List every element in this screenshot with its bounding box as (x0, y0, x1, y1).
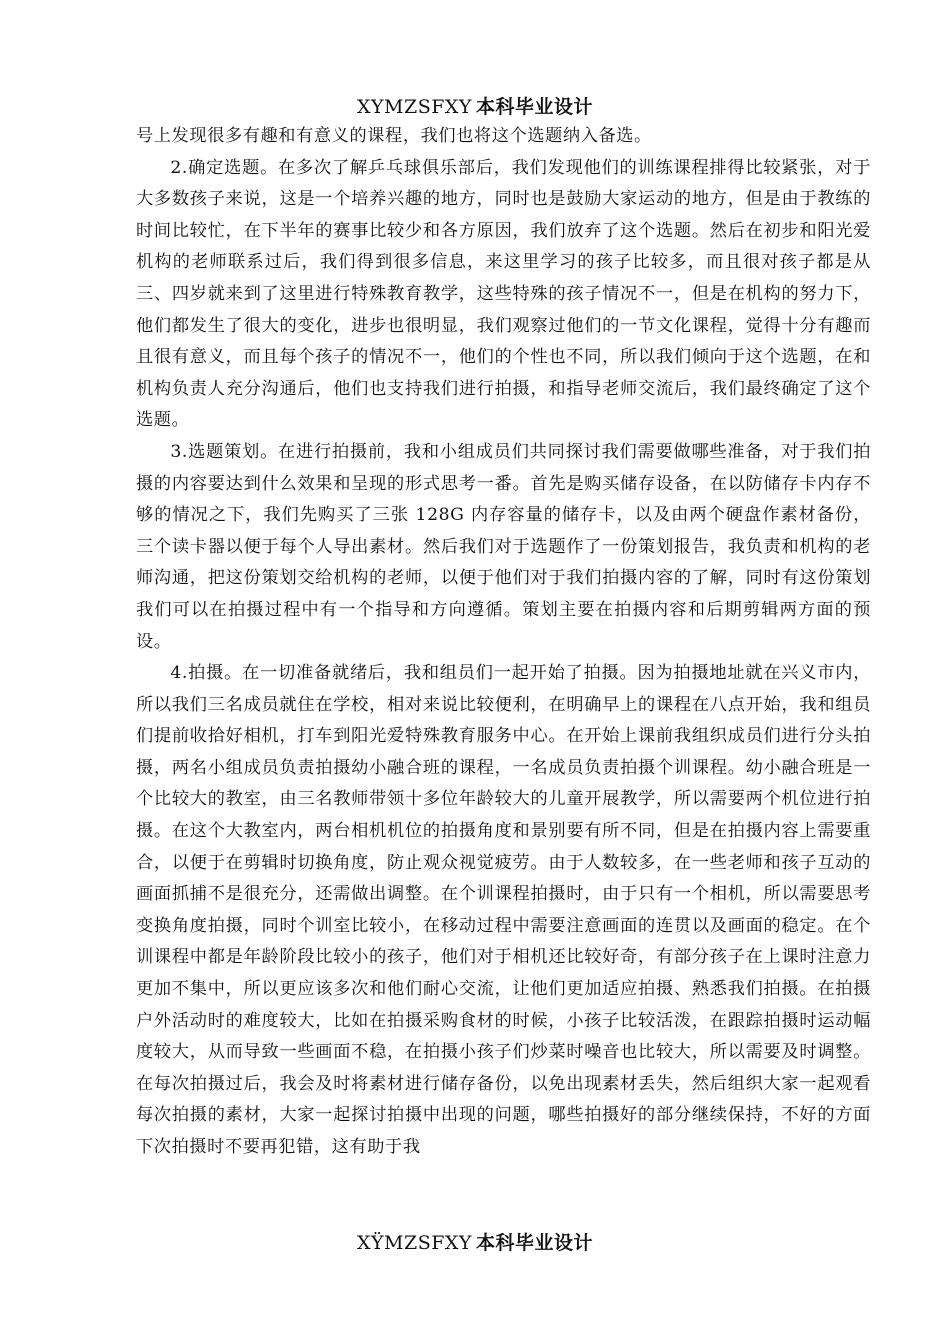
paragraph-confirm-topic: 2.确定选题。在多次了解乒乓球俱乐部后，我们发现他们的训练课程排得比较紧张，对于大多数孩子来说，这是一个培养兴趣的地方，同时也是鼓励大家运动的地方，但是由于教练的时间比较忙，在下半年的赛事比较少和各方原因，我们放弃了这个选题。然后在初步和阳光爱机构的老师联系过后，我们得到很多信息，来这里学习的孩子比较多，而且很对孩子都是从三、四岁就来到了这里进行特殊教育教学，这些特殊的孩子情况不一，但是在机构的努力下，他们都发生了很大的变化，进步也很明显，我们观察过他们的一节文化课程，觉得十分有趣而且很有意义，而且每个孩子的情况不一，他们的个性也不同，所以我们倾向于这个选题，在和机构负责人充分沟通后，他们也支持我们进行拍摄，和指导老师交流后，我们最终确定了这个选题。 (136, 157, 871, 431)
paragraph-topic-planning: 3.选题策划。在进行拍摄前，我和小组成员们共同探讨我们需要做哪些准备，对于我们拍摄的内容要达到什么效果和呈现的形式思考一番。首先是购买储存设备，在以防储存卡内存不够的情况之下，我们先购买了三张 128G 内存容量的储存卡，以及由两个硬盘作素材备份，三个读卡器以便于每个人导出素材。然后我们对于选题作了一份策划报告，我负责和机构的老师沟通，把这份策划交给机构的老师，以便于他们对于我们拍摄内容的了解，同时有这份策划我们可以在拍摄过程中有一个指导和方向遵循。策划主要在拍摄内容和后期剪辑两方面的预设。 (136, 441, 871, 652)
header-code: XYMZSFXY (356, 96, 472, 118)
footer-title: 本科毕业设计 (475, 1232, 593, 1254)
page-header (0, 92, 950, 119)
header-title: 本科毕业设计 (475, 96, 593, 118)
paragraph-shooting: 4.拍摄。在一切准备就绪后，我和组员们一起开始了拍摄。因为拍摄地址就在兴义市内，所以我们三名成员就住在学校，相对来说比较便利，在明确早上的课程在八点开始，我和组员们提前收拾好相机，打车到阳光爱特殊教育服务中心。在开始上课前我组织成员们进行分头拍摄，两名小组成员负责拍摄幼小融合班的课程，一名成员负责拍摄个训课程。幼小融合班是一个比较大的教室，由三名教师带领十多位年龄较大的儿童开展教学，所以需要两个机位进行拍摄。在这个大教室内，两台相机机位的拍摄角度和景别要有所不同，但是在拍摄内容上需要重合，以便于在剪辑时切换角度，防止观众视觉疲劳。由于人数较多，在一些老师和孩子互动的画面抓捕不是很充分，还需做出调整。在个训课程拍摄时，由于只有一个相机，所以需要思考变换角度拍摄，同时个训室比较小，在移动过程中需要注意画面的连贯以及画面的稳定。在个训课程中都是年龄阶段比较小的孩子，他们对于相机还比较好奇，有部分孩子在上课时注意力更加不集中，所以更应该多次和他们耐心交流，让他们更加适应拍摄、熟悉我们拍摄。在拍摄户外活动时的难度较大，比如在拍摄采购食材的时候，小孩子比较活泼，在跟踪拍摄时运动幅度较大，从而导致一些画面不稳，在拍摄小孩子们炒菜时噪音也比较大，所以需要及时调整。在每次拍摄过后，我会及时将素材进行储存备份，以免出现素材丢失，然后组织大家一起观看每次拍摄的素材，大家一起探讨拍摄中出现的问题，哪些拍摄好的部分继续保持，不好的方面下次拍摄时不要再犯错，这有助于我 (136, 663, 871, 1157)
body-text (136, 121, 871, 1164)
page-footer (0, 1228, 950, 1255)
paragraph-continuation: 号上发现很多有趣和有意义的课程，我们也将这个选题纳入备选。 (136, 126, 652, 146)
footer-code: XŸMZSFXY (356, 1232, 472, 1254)
